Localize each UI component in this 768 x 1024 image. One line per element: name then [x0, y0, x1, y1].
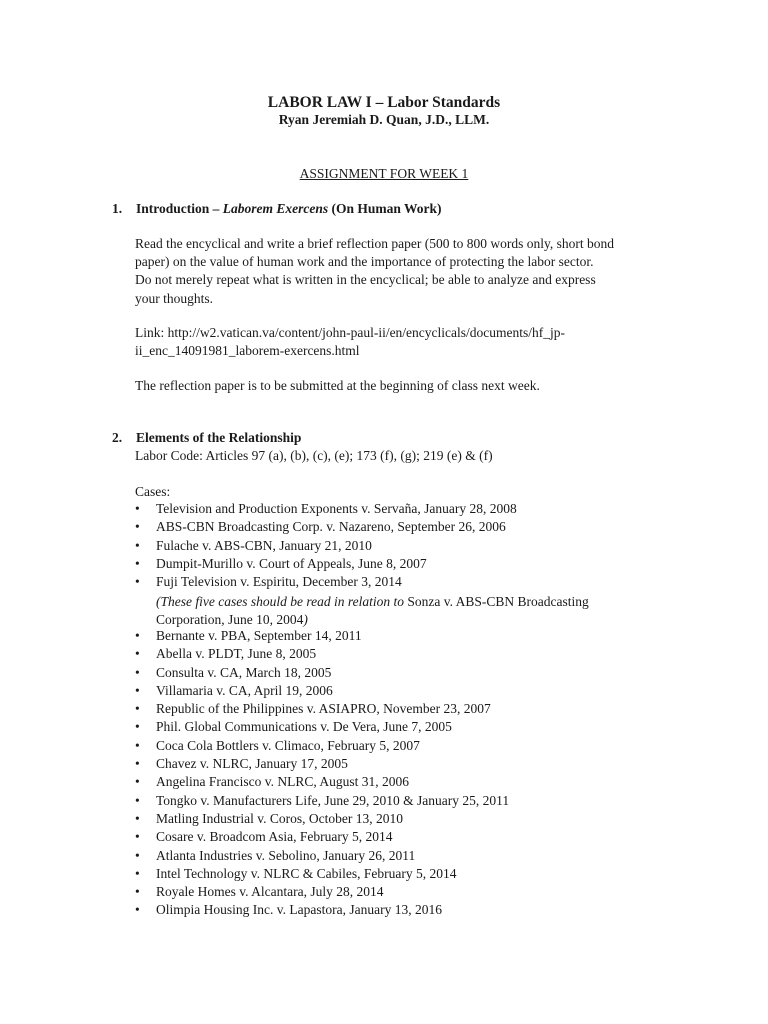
bullet-icon: •	[135, 847, 140, 863]
document-author: Ryan Jeremiah D. Quan, J.D., LLM.	[278, 112, 490, 127]
case-text: Television and Production Exponents v. Servaña, January 28, 2008	[156, 501, 517, 516]
instruction-line: Read the encyclical and write a brief reflection paper (500 to 800 words only, short bond	[135, 236, 614, 251]
instruction-line: paper) on the value of human work and the importance of protecting the labor sector.	[135, 254, 594, 270]
submission-line: The reflection paper is to be submitted at the beginning of class next week.	[135, 378, 540, 393]
labor-code-text: Labor Code: Articles 97 (a), (b), (c), (e); 173 (f), (g); 219 (e) & (f)	[135, 448, 493, 463]
bullet-icon: •	[135, 774, 140, 790]
section-1-number: 1.	[112, 201, 123, 216]
bullet-icon: •	[135, 902, 140, 918]
labor-code-line	[135, 447, 665, 465]
link-line: Link: http://w2.vatican.va/content/john-paul-ii/en/encyclicals/documents/hf_jp-	[135, 325, 566, 340]
bullet-icon: •	[135, 537, 140, 553]
bullet-icon: •	[135, 682, 140, 698]
bullet-icon: •	[135, 628, 140, 643]
case-text: Abella v. PLDT, June 8, 2005	[156, 646, 317, 662]
case-text: Cosare v. Broadcom Asia, February 5, 2014	[156, 829, 393, 845]
case-item	[135, 627, 509, 645]
section-1-title-suffix: (On Human Work)	[328, 201, 442, 216]
link-line: ii_enc_14091981_laborem-exercens.html	[135, 343, 360, 359]
case-text: Olimpia Housing Inc. v. Lapastora, January 13, 2016	[156, 902, 442, 918]
case-text: Intel Technology v. NLRC & Cabiles, February 5, 2014	[156, 865, 457, 881]
instruction-line: your thoughts.	[135, 290, 214, 306]
case-item	[135, 810, 509, 828]
case-item	[135, 883, 509, 901]
section-1-title-italic: Laborem Exercens	[222, 201, 329, 216]
bullet-icon: •	[135, 555, 140, 571]
case-item	[135, 537, 517, 555]
note-rest-1: Sonza v. ABS-CBN Broadcasting	[407, 594, 589, 609]
bullet-icon: •	[135, 865, 140, 881]
case-item	[135, 664, 509, 682]
case-item	[135, 555, 517, 573]
note-close: )	[303, 612, 308, 628]
case-text: Royale Homes v. Alcantara, July 28, 2014	[156, 884, 384, 900]
bullet-icon: •	[135, 701, 140, 717]
case-text: Dumpit-Murillo v. Court of Appeals, June 8, 2007	[156, 555, 427, 571]
case-item	[135, 901, 509, 919]
case-text: Fuji Television v. Espiritu, December 3, 2014	[156, 574, 402, 590]
cases-list-first	[135, 500, 517, 591]
case-item	[135, 500, 517, 518]
document-title: LABOR LAW I – Labor Standards	[267, 94, 501, 111]
bullet-icon: •	[135, 737, 140, 753]
instruction-line: Do not merely repeat what is written in the encyclical; be able to analyze and express	[135, 272, 596, 288]
note-rest-2: Corporation, June 10, 2004	[156, 612, 304, 628]
case-text: Phil. Global Communications v. De Vera, June 7, 2005	[156, 719, 452, 735]
note-line-1	[156, 593, 589, 611]
section-2-number: 2.	[112, 430, 123, 445]
case-item	[135, 682, 509, 700]
case-text: Republic of the Philippines v. ASIAPRO, November 23, 2007	[156, 701, 491, 717]
case-text: Matling Industrial v. Coros, October 13, 2010	[156, 810, 403, 826]
bullet-icon: •	[135, 719, 140, 735]
bullet-icon: •	[135, 664, 140, 680]
bullet-icon: •	[135, 519, 140, 535]
case-text: Coca Cola Bottlers v. Climaco, February 5, 2007	[156, 737, 420, 753]
bullet-icon: •	[135, 756, 140, 772]
case-item	[135, 518, 517, 536]
bullet-icon: •	[135, 501, 140, 516]
bullet-icon: •	[135, 829, 140, 845]
section-1-instructions	[135, 235, 665, 308]
case-item	[135, 792, 509, 810]
bullet-icon: •	[135, 810, 140, 826]
bullet-icon: •	[135, 792, 140, 808]
case-item	[135, 700, 509, 718]
case-text: Fulache v. ABS-CBN, January 21, 2010	[156, 537, 372, 553]
section-1-submission	[135, 377, 665, 395]
cases-list-rest	[135, 627, 509, 920]
case-item	[135, 573, 517, 591]
case-text: Atlanta Industries v. Sebolino, January 26, 2011	[156, 847, 416, 863]
section-2-title: Elements of the Relationship	[136, 430, 302, 445]
bullet-icon: •	[135, 646, 140, 662]
case-text: Chavez v. NLRC, January 17, 2005	[156, 756, 348, 772]
section-1-heading	[112, 201, 442, 217]
case-item	[135, 645, 509, 663]
cases-note	[156, 593, 589, 629]
note-italic: (These five cases should be read in relation to	[156, 594, 408, 609]
case-text: Angelina Francisco v. NLRC, August 31, 2006	[156, 774, 409, 790]
case-item	[135, 828, 509, 846]
case-text: Villamaria v. CA, April 19, 2006	[156, 682, 333, 698]
case-item	[135, 773, 509, 791]
section-2-heading	[112, 430, 301, 446]
bullet-icon: •	[135, 884, 140, 900]
assignment-heading: ASSIGNMENT FOR WEEK 1	[299, 166, 469, 181]
case-item	[135, 737, 509, 755]
case-item	[135, 718, 509, 736]
case-item	[135, 865, 509, 883]
case-item	[135, 847, 509, 865]
section-1-title-prefix: Introduction –	[136, 201, 223, 216]
case-text: Consulta v. CA, March 18, 2005	[156, 664, 332, 680]
case-text: Bernante v. PBA, September 14, 2011	[156, 628, 362, 643]
case-text: ABS-CBN Broadcasting Corp. v. Nazareno, September 26, 2006	[156, 519, 506, 535]
section-1-link	[135, 324, 665, 360]
case-text: Tongko v. Manufacturers Life, June 29, 2010 & January 25, 2011	[156, 792, 510, 808]
cases-label: Cases:	[135, 484, 171, 499]
bullet-icon: •	[135, 574, 140, 590]
case-item	[135, 755, 509, 773]
